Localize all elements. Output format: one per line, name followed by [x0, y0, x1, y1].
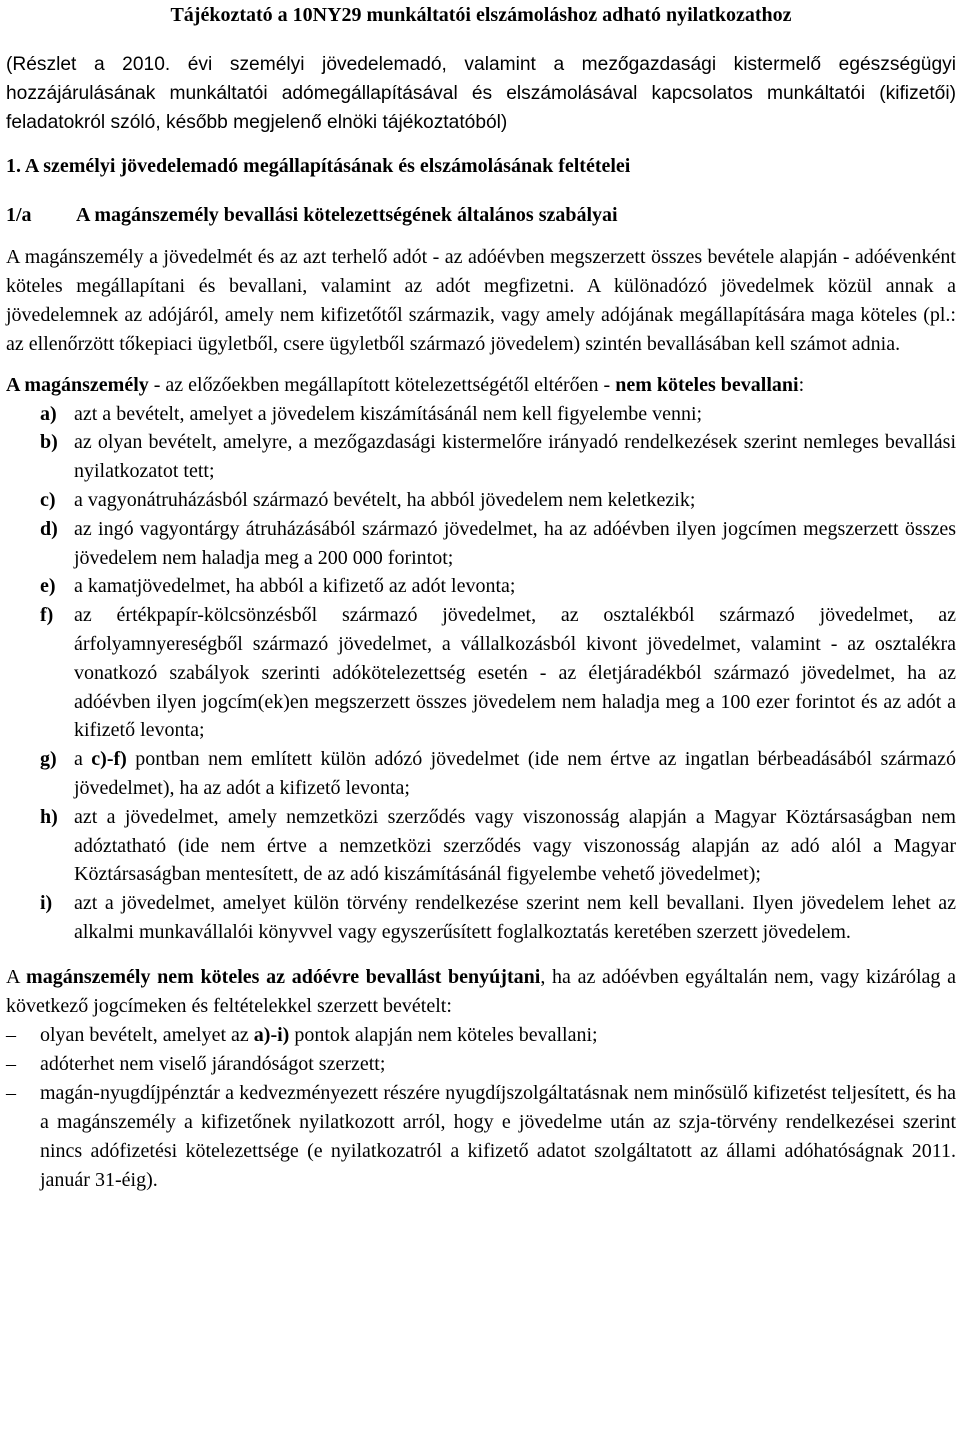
- list-item-text: az ingó vagyontárgy átruházásából származó jövedelmet, ha az adóévben ilyen jogcímen megszerzett összes jövedelem nem haladja meg a 200 000 forintot;: [74, 517, 956, 569]
- exemption-list: [6, 400, 956, 947]
- list-item-label: h): [40, 805, 58, 828]
- list-item-text: az értékpapír-kölcsönzésből származó jövedelmet, az osztalékból származó jövedelmet, az árfolyamnyereségből származó jövedelmet, a vállalkozásból kivont jövedelmet, valamint - az osztalékra vonatkozó szabályok szerinti adókötelezettség esetén - az életjáradékból származó jövedelmet, ha az adóévben ilyen jogcím(ek)en megszerzett összes jövedelem nem haladja meg a 100 ezer forintot és az adót a kifizető levonta;: [74, 604, 956, 742]
- paragraph-not-obliged-end: :: [798, 373, 805, 396]
- subsection-title: A magánszemély bevallási kötelezettségének általános szabályai: [76, 204, 618, 226]
- list-item: [6, 1079, 956, 1195]
- list-item-label: i): [40, 892, 53, 915]
- list-item: [6, 601, 956, 745]
- paragraph-not-obliged: [6, 371, 956, 400]
- paragraph-not-obliged-bold1: A magánszemély: [6, 373, 149, 396]
- dash-bullet: –: [6, 1081, 16, 1104]
- list-item-text: [40, 1021, 956, 1050]
- list-item: [6, 1050, 956, 1079]
- list-item-text: [74, 745, 956, 803]
- list-item-label: b): [40, 431, 58, 454]
- list-item-text: a kamatjövedelmet, ha abból a kifizető az adót levonta;: [74, 575, 516, 598]
- list-item-label: e): [40, 575, 56, 598]
- list-item-text: adóterhet nem viselő járandóságot szerzett;: [40, 1052, 386, 1075]
- paragraph-no-return-bold: magánszemély nem köteles az adóévre bevallást benyújtani: [26, 965, 541, 988]
- list-item: [6, 889, 956, 947]
- intro-paragraph: (Részlet a 2010. évi személyi jövedelemadó, valamint a mezőgazdasági kistermelő egészségügyi hozzájárulásának munkáltatói adómegállapításával és elszámolásával kapcsolatos munkáltatói (kifizetői) feladatokról szóló, később megjelenő elnöki tájékoztatóból): [6, 54, 956, 133]
- list-item-text-post: pontok alapján nem köteles bevallani;: [289, 1023, 598, 1046]
- list-item-label: c): [40, 489, 56, 512]
- list-item: [6, 572, 956, 601]
- paragraph-general-rules-text: A magánszemély a jövedelmét és az azt terhelő adót - az adóévben megszerzett összes bevétele alapján - adóévenként köteles megállapítani és bevallani, valamint az adót megfizetni. A különadózó jövedelmek közül annak a jövedelemnek az adójáról, amely nem kifizetőtől származik, vagy amely adójának megállapítására maga köteles (pl.: az ellenőrzött tőkepiaci ügyletből, csere ügyletből származó jövedelem) szintén bevallásában kell számot adnia.: [6, 246, 956, 355]
- condition-list: [6, 1021, 956, 1195]
- list-item: [6, 515, 956, 573]
- paragraph-general-rules: [6, 243, 956, 359]
- list-item: [6, 745, 956, 803]
- list-item-text: azt a bevételt, amelyet a jövedelem kiszámításánál nem kell figyelembe venni;: [74, 402, 703, 425]
- list-item: [6, 1021, 956, 1050]
- list-item-text: magán-nyugdíjpénztár a kedvezményezett részére nyugdíjszolgáltatásnak nem minősülő kifizetést teljesített, és ha a magánszemély a kifizetőnek nyilatkozott arról, hogy e jövedelme után az szja-törvény rendelkezései szerint nincs adófizetési kötelezettsége (e nyilatkozatról a kifizető adatot szolgáltatott az állami adóhatóságnak 2011. január 31-éig).: [40, 1081, 956, 1191]
- list-item-text-pre: a: [74, 748, 92, 771]
- paragraph-not-obliged-mid: - az előzőekben megállapított kötelezettségétől eltérően -: [148, 373, 616, 396]
- list-item: [6, 428, 956, 486]
- paragraph-no-return-post: , ha az adóévben egyáltalán nem, vagy kizárólag a következő jogcímeken és feltételekkel szerzett bevételt:: [6, 965, 956, 1017]
- list-item-text: a vagyonátruházásból származó bevételt, ha abból jövedelem nem keletkezik;: [74, 489, 696, 512]
- paragraph-not-obliged-bold2: nem köteles bevallani: [615, 373, 799, 396]
- list-item-label: f): [40, 604, 54, 627]
- list-item-label: a): [40, 402, 57, 425]
- list-item-label: d): [40, 517, 58, 540]
- list-item-text-bold: a)-i): [253, 1023, 290, 1046]
- list-item-text-pre: olyan bevételt, amelyet az: [40, 1023, 254, 1046]
- list-item-text-rest: pontban nem említett külön adózó jövedelmet (ide nem értve az ingatlan bérbeadásából származó jövedelmet), ha az adót a kifizető levonta;: [74, 748, 956, 799]
- document-title: Tájékoztató a 10NY29 munkáltatói elszámoláshoz adható nyilatkozathoz: [170, 4, 792, 26]
- list-item-text: azt a jövedelmet, amely nemzetközi szerződés vagy viszonosság alapján a Magyar Köztársaságban nem adóztatható (ide nem értve a nemzetközi szerződés vagy viszonosság alapján az adó alól a Magyar Köztársaságban mentesített, de az adó kiszámításánál figyelembe vehető jövedelmet);: [74, 805, 956, 886]
- list-item-text: az olyan bevételt, amelyre, a mezőgazdasági kistermelőre irányadó rendelkezések szerint nemleges bevallási nyilatkozatot tett;: [74, 431, 956, 483]
- list-item: [6, 400, 956, 429]
- list-item-text-bold: c)-f): [91, 748, 127, 771]
- paragraph-no-return: [6, 963, 956, 1021]
- dash-bullet: –: [6, 1052, 16, 1075]
- subsection-number: 1/a: [6, 204, 32, 226]
- subsection-heading: [6, 201, 956, 230]
- paragraph-no-return-pre: A: [6, 965, 27, 988]
- dash-bullet: –: [6, 1023, 16, 1046]
- list-item-label: g): [40, 748, 57, 771]
- list-item-text: azt a jövedelmet, amelyet külön törvény rendelkezése szerint nem kell bevallani. Ilyen jövedelem lehet az alkalmi munkavállalói könyvvel vagy egyszerűsített foglalkoztatás keretében szerzett jövedelem.: [74, 892, 956, 943]
- list-item: [6, 803, 956, 889]
- document-page: [6, 0, 956, 1195]
- section-title: 1. A személyi jövedelemadó megállapításának és elszámolásának feltételei: [6, 155, 631, 177]
- list-item: [6, 486, 956, 515]
